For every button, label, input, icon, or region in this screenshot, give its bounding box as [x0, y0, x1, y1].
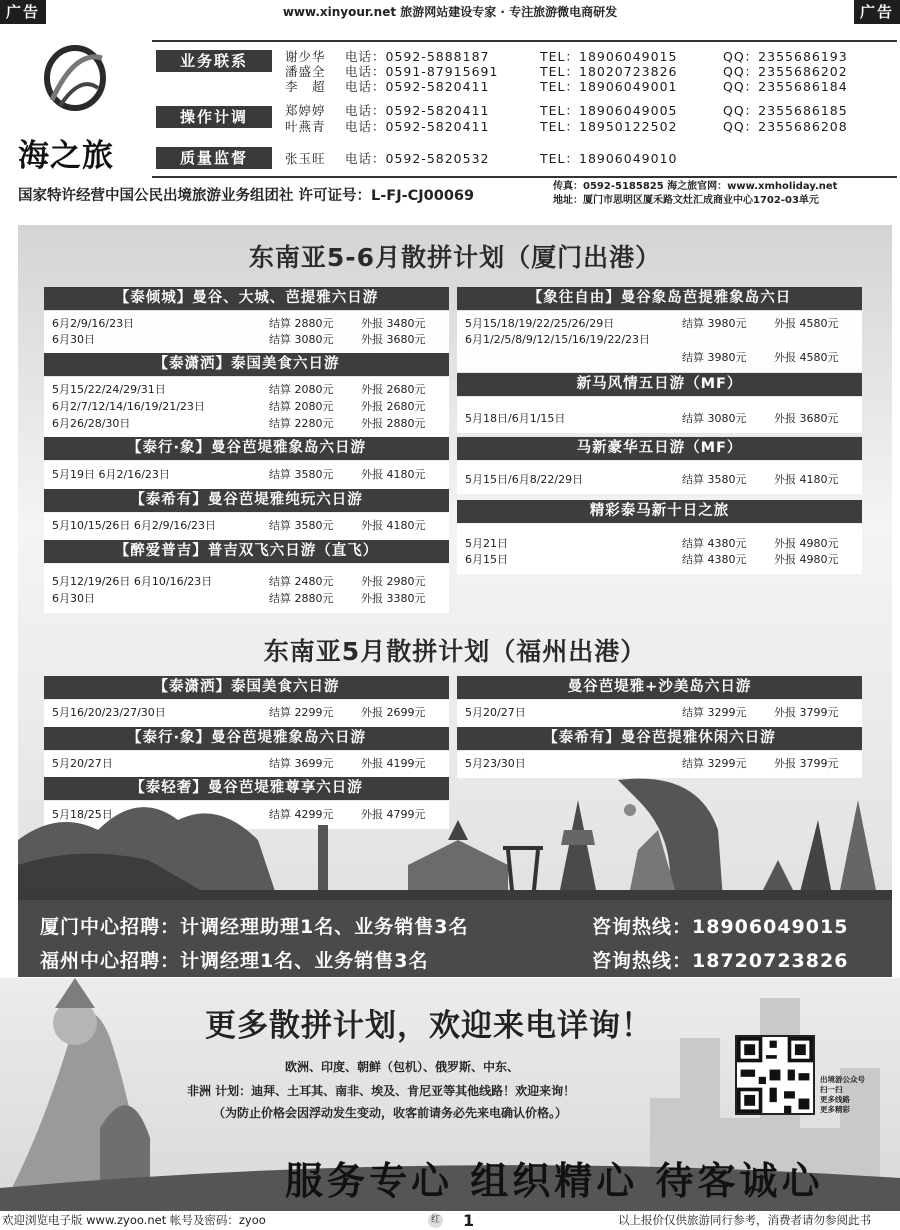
thailand-scenery-illustration [18, 770, 892, 900]
address-line: 地址：厦门市思明区厦禾路文灶汇成商业中心1702-03单元 [553, 195, 819, 206]
settlement-price: 结算 3299元 [682, 706, 747, 719]
contact-mobile[interactable]: TEL：18906049015 [540, 49, 678, 64]
contact-name: 潘盛全 [285, 64, 326, 79]
contact-name: 郑婷婷 [285, 103, 326, 118]
logo-swirl-icon [40, 40, 110, 115]
footer-bar [0, 1211, 900, 1230]
settlement-price: 结算 3980元 [682, 317, 747, 330]
departure-dates: 5月20/27日 [52, 757, 113, 770]
settlement-price: 结算 2080元 [269, 383, 334, 396]
retail-price: 外报 2699元 [361, 706, 426, 719]
contact-qq[interactable]: QQ：2355686208 [723, 119, 848, 134]
xiamen-recruit: 厦门中心招聘：计调经理助理1名、业务销售3名 [40, 916, 469, 938]
settlement-price: 结算 3580元 [682, 473, 747, 486]
settlement-price: 结算 2880元 [269, 317, 334, 330]
price-note: （为防止价格会因浮动发生变动，收客前请务必先来电确认价格。） [213, 1106, 568, 1120]
retail-price: 外报 2680元 [361, 400, 426, 413]
destinations-line-2: 非洲 计划：迪拜、土耳其、南非、埃及、肯尼亚等其他线路！欢迎来询！ [187, 1084, 576, 1098]
retail-price: 外报 3680元 [361, 333, 426, 346]
qr-caption-line: 出境游公众号 [820, 1075, 865, 1084]
footer-left-text[interactable]: 欢迎浏览电子版 www.zyoo.net 帐号及密码：zyoo [2, 1213, 266, 1227]
departure-dates: 5月10/15/26日 6月2/9/16/23日 [52, 519, 217, 532]
departure-dates: 6月15日 [465, 553, 508, 566]
departure-dates: 5月23/30日 [465, 757, 526, 770]
route-title-bar[interactable]: 【泰行·象】曼谷芭堤雅象岛六日游 [44, 727, 449, 750]
contact-qq[interactable]: QQ：2355686202 [723, 64, 848, 79]
route-title-bar[interactable]: 【泰潇洒】泰国美食六日游 [44, 676, 449, 699]
contact-mobile[interactable]: TEL：18950122502 [540, 119, 678, 134]
section-label-business: 业务联系 [156, 50, 272, 72]
color-badge: 红 [428, 1213, 443, 1228]
route-title-bar[interactable]: 【泰行·象】曼谷芭堤雅象岛六日游 [44, 437, 449, 460]
contact-qq[interactable]: QQ：2355686184 [723, 79, 848, 94]
fuzhou-hotline[interactable]: 咨询热线：18720723826 [592, 950, 849, 972]
departure-dates: 5月12/19/26日 6月10/16/23日 [52, 575, 213, 588]
departure-dates: 5月20/27日 [465, 706, 526, 719]
xiamen-hotline[interactable]: 咨询热线：18906049015 [592, 916, 849, 938]
departure-dates: 5月19日 6月2/16/23日 [52, 468, 170, 481]
contact-phone[interactable]: 电话：0591-87915691 [345, 64, 499, 79]
departure-dates: 5月15/22/24/29/31日 [52, 383, 166, 396]
ad-strip-text[interactable]: www.xinyour.net 旅游网站建设专家 · 专注旅游微电商研发 [282, 5, 618, 19]
settlement-price: 结算 2299元 [269, 706, 334, 719]
departure-dates: 5月18/25日 [52, 808, 113, 821]
retail-price: 外报 2680元 [361, 383, 426, 396]
route-title-bar[interactable]: 精彩泰马新十日之旅 [457, 500, 862, 523]
retail-price: 外报 4180元 [361, 468, 426, 481]
route-title-bar[interactable]: 【象往自由】曼谷象岛芭提雅象岛六日 [457, 287, 862, 310]
contact-phone[interactable]: 电话：0592-5820411 [345, 103, 490, 118]
departure-dates: 6月1/2/5/8/9/12/15/16/19/22/23日 [465, 333, 651, 346]
departure-dates: 5月18日/6月1/15日 [465, 412, 566, 425]
contact-qq[interactable]: QQ：2355686185 [723, 103, 848, 118]
fax-line: 传真：0592-5185825 海之旅官网：www.xmholiday.net [553, 181, 838, 192]
retail-price: 外报 4180元 [361, 519, 426, 532]
departure-dates: 6月2/7/12/14/16/19/21/23日 [52, 400, 205, 413]
contact-mobile[interactable]: TEL：18020723826 [540, 64, 678, 79]
qr-caption-line: 更多线路 [820, 1095, 850, 1104]
departure-dates: 5月21日 [465, 537, 508, 550]
settlement-price: 结算 3699元 [269, 757, 334, 770]
ad-tag-left: 广告 [0, 0, 46, 24]
settlement-price: 结算 2880元 [269, 592, 334, 605]
departure-dates: 6月30日 [52, 333, 95, 346]
retail-price: 外报 3680元 [774, 412, 839, 425]
route-title-bar[interactable]: 马新豪华五日游（MF） [457, 437, 862, 460]
ad-tag-right: 广告 [854, 0, 900, 24]
retail-price: 外报 4799元 [361, 808, 426, 821]
departure-dates: 6月2/9/16/23日 [52, 317, 135, 330]
settlement-price: 结算 3980元 [682, 351, 747, 364]
settlement-price: 结算 2280元 [269, 417, 334, 430]
contact-mobile[interactable]: TEL：18906049001 [540, 79, 678, 94]
settlement-price: 结算 2480元 [269, 575, 334, 588]
contact-name: 谢少华 [285, 49, 326, 64]
contact-phone[interactable]: 电话：0592-5820532 [345, 151, 490, 166]
settlement-price: 结算 3580元 [269, 519, 334, 532]
route-title-bar[interactable]: 【泰希有】曼谷芭堤雅纯玩六日游 [44, 489, 449, 512]
retail-price: 外报 3799元 [774, 757, 839, 770]
contact-phone[interactable]: 电话：0592-5820411 [345, 119, 490, 134]
license-text: 国家特许经营中国公民出境旅游业务组团社 许可证号：L-FJ-CJ00069 [18, 188, 475, 204]
route-title-bar[interactable]: 【泰希有】曼谷芭提雅休闲六日游 [457, 727, 862, 750]
settlement-price: 结算 3080元 [269, 333, 334, 346]
fax-website-info [553, 180, 837, 208]
contact-phone[interactable]: 电话：0592-5820411 [345, 79, 490, 94]
section-label-operation: 操作计调 [156, 106, 272, 128]
contact-phone[interactable]: 电话：0592-5888187 [345, 49, 490, 64]
settlement-price: 结算 4380元 [682, 537, 747, 550]
xiamen-title: 东南亚5-6月散拼计划（厦门出港） [248, 243, 662, 272]
slogan: 服务专心 组织精心 待客诚心 [285, 1158, 824, 1203]
retail-price: 外报 2980元 [361, 575, 426, 588]
qr-caption-line: 更多精彩 [820, 1105, 850, 1114]
settlement-price: 结算 4299元 [269, 808, 334, 821]
section-label-quality: 质量监督 [156, 147, 272, 169]
settlement-price: 结算 3580元 [269, 468, 334, 481]
fuzhou-recruit: 福州中心招聘：计调经理1名、业务销售3名 [40, 950, 429, 972]
retail-price: 外报 3480元 [361, 317, 426, 330]
page-number: 1 [463, 1211, 475, 1230]
retail-price: 外报 4199元 [361, 757, 426, 770]
retail-price: 外报 4980元 [774, 553, 839, 566]
contact-qq[interactable]: QQ：2355686193 [723, 49, 848, 64]
brand-logo-text: 海之旅 [18, 138, 114, 174]
settlement-price: 结算 3080元 [682, 412, 747, 425]
contact-name: 李 超 [285, 79, 326, 94]
departure-dates: 6月30日 [52, 592, 95, 605]
footer-right-text: 以上报价仅供旅游同行参考，消费者请勿参阅此书 [618, 1213, 871, 1227]
departure-dates: 5月15/18/19/22/25/26/29日 [465, 317, 615, 330]
route-title-bar[interactable]: 【泰潇洒】泰国美食六日游 [44, 353, 449, 376]
contact-mobile[interactable]: TEL：18906049005 [540, 103, 678, 118]
settlement-price: 结算 3299元 [682, 757, 747, 770]
retail-price: 外报 4980元 [774, 537, 839, 550]
settlement-price: 结算 2080元 [269, 400, 334, 413]
contact-mobile[interactable]: TEL：18906049010 [540, 151, 678, 166]
retail-price: 外报 4580元 [774, 317, 839, 330]
retail-price: 外报 4580元 [774, 351, 839, 364]
departure-dates: 5月16/20/23/27/30日 [52, 706, 166, 719]
route-title-bar[interactable]: 新马风情五日游（MF） [457, 373, 862, 396]
route-title-bar[interactable]: 【醉爱普吉】普吉双飞六日游（直飞） [44, 540, 449, 563]
qr-code[interactable] [735, 1035, 815, 1115]
route-title-bar[interactable]: 【泰轻奢】曼谷芭堤雅尊享六日游 [44, 777, 449, 800]
route-title-bar[interactable]: 【泰倾城】曼谷、大城、芭提雅六日游 [44, 287, 449, 310]
contact-name: 叶燕青 [285, 119, 326, 134]
retail-price: 外报 3380元 [361, 592, 426, 605]
retail-price: 外报 4180元 [774, 473, 839, 486]
retail-price: 外报 3799元 [774, 706, 839, 719]
route-title-bar[interactable]: 曼谷芭堤雅+沙美岛六日游 [457, 676, 862, 699]
qr-caption [820, 1075, 865, 1115]
fuzhou-title: 东南亚5月散拼计划（福州出港） [263, 637, 647, 666]
retail-price: 外报 2880元 [361, 417, 426, 430]
more-plans-headline: 更多散拼计划，欢迎来电详询！ [205, 1008, 653, 1044]
qr-caption-line: 扫一扫 [820, 1085, 843, 1094]
departure-dates: 5月15日/6月8/22/29日 [465, 473, 584, 486]
departure-dates: 6月26/28/30日 [52, 417, 131, 430]
destinations-line-1: 欧洲、印度、朝鲜（包机）、俄罗斯、中东、 [285, 1060, 520, 1074]
contact-name: 张玉旺 [285, 151, 326, 166]
settlement-price: 结算 4380元 [682, 553, 747, 566]
